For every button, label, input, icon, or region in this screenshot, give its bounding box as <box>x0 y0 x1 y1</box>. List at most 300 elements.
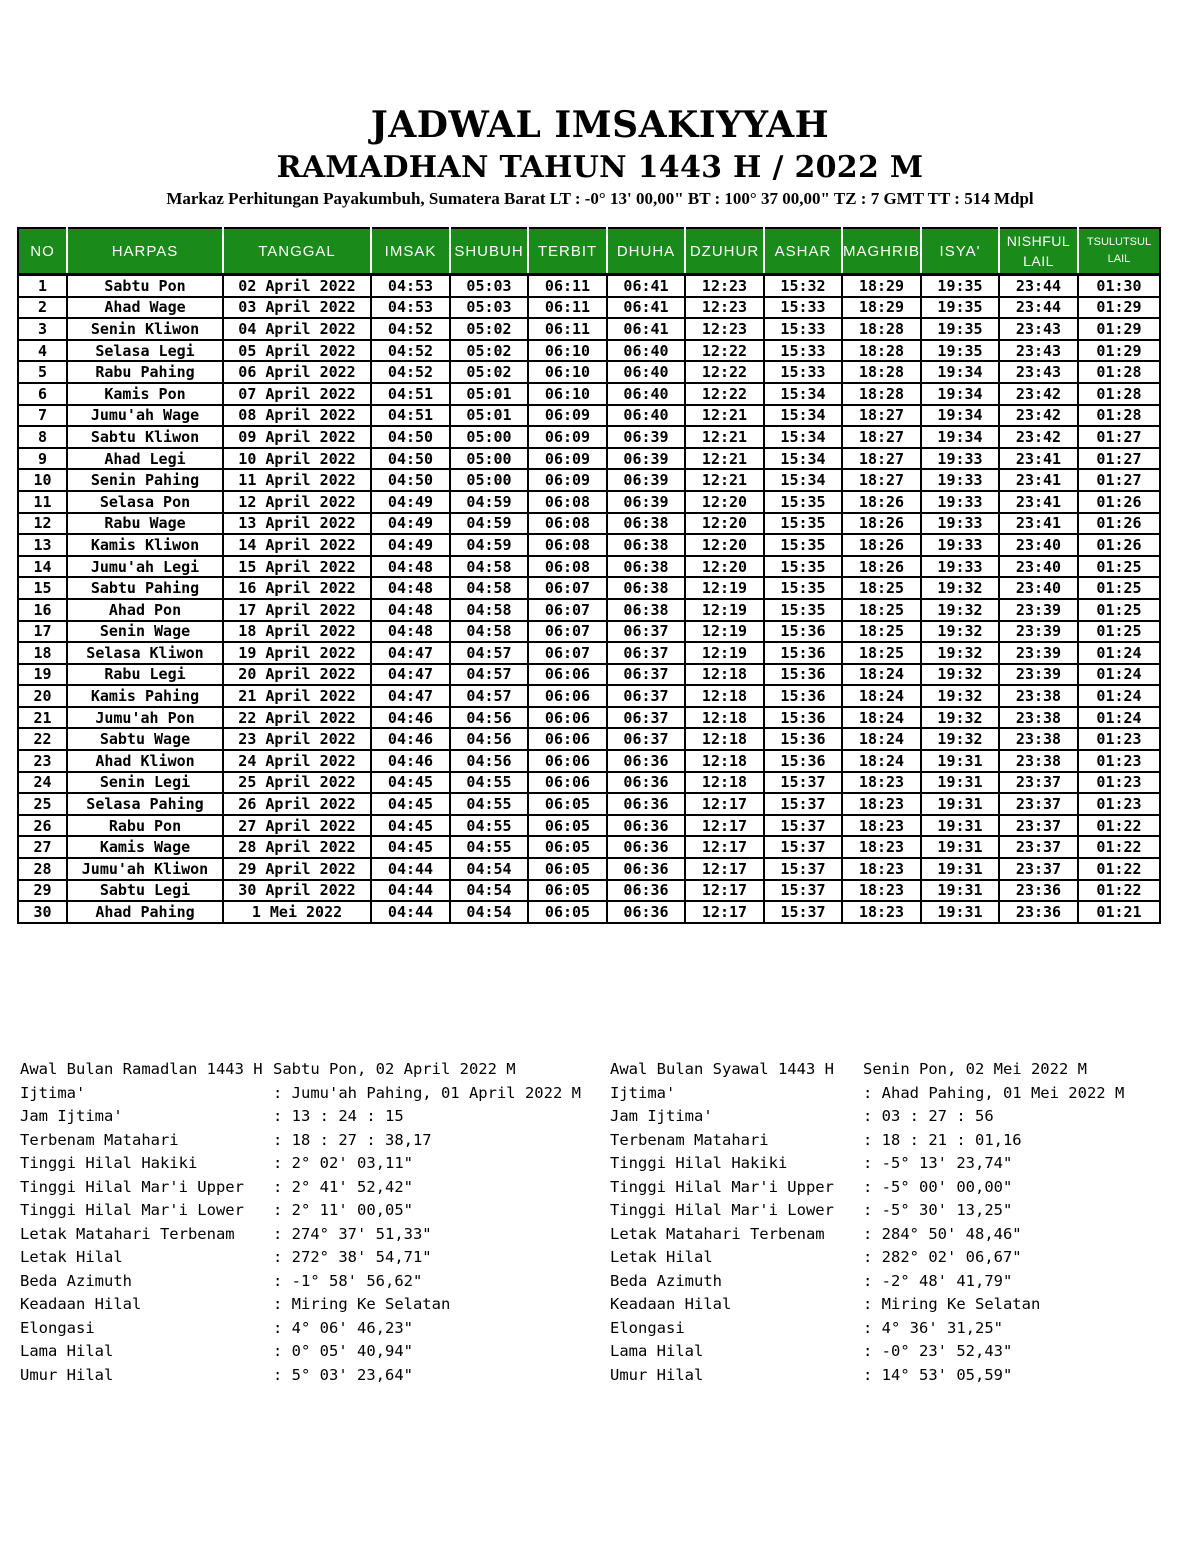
cell-isya: 19:31 <box>921 793 999 815</box>
cell-nishful-lail: 23:41 <box>999 491 1078 513</box>
cell-harpas: Sabtu Pahing <box>67 577 223 599</box>
cell-imsak: 04:50 <box>371 448 450 470</box>
info-label: Letak Hilal <box>610 1248 713 1266</box>
cell-tsulutsul-lail: 01:24 <box>1078 642 1160 664</box>
cell-dhuha: 06:37 <box>607 642 685 664</box>
cell-isya: 19:31 <box>921 836 999 858</box>
cell-tsulutsul-lail: 01:25 <box>1078 621 1160 643</box>
info-row <box>20 1317 610 1341</box>
info-row <box>20 1105 610 1129</box>
info-row <box>610 1152 1170 1176</box>
cell-tanggal: 21 April 2022 <box>223 685 371 707</box>
cell-isya: 19:31 <box>921 858 999 880</box>
cell-harpas: Selasa Pon <box>67 491 223 513</box>
cell-tsulutsul-lail: 01:29 <box>1078 297 1160 319</box>
cell-dzuhur: 12:18 <box>685 707 764 729</box>
info-label: Letak Matahari Terbenam <box>20 1224 235 1243</box>
cell-no: 24 <box>18 772 67 794</box>
cell-ashar: 15:33 <box>764 318 842 340</box>
table-row <box>18 577 1160 599</box>
cell-tsulutsul-lail: 01:22 <box>1078 880 1160 902</box>
info-label: Lama Hilal <box>20 1342 114 1360</box>
cell-dzuhur: 12:21 <box>685 469 764 491</box>
cell-tsulutsul-lail: 01:28 <box>1078 383 1160 405</box>
cell-nishful-lail: 23:36 <box>999 901 1078 923</box>
cell-terbit: 06:09 <box>528 405 607 427</box>
info-value: : Jumu'ah Pahing, 01 April 2022 M <box>273 1083 581 1102</box>
cell-dzuhur: 12:20 <box>685 534 764 556</box>
cell-imsak: 04:49 <box>371 513 450 535</box>
cell-imsak: 04:48 <box>371 621 450 643</box>
cell-shubuh: 05:03 <box>450 297 528 319</box>
cell-maghrib: 18:25 <box>842 599 921 621</box>
cell-maghrib: 18:23 <box>842 880 921 902</box>
info-value: : -0° 23' 52,43" <box>863 1342 1013 1360</box>
cell-imsak: 04:52 <box>371 340 450 362</box>
cell-terbit: 06:08 <box>528 534 607 556</box>
cell-no: 11 <box>18 491 67 513</box>
table-row <box>18 880 1160 902</box>
table-row <box>18 599 1160 621</box>
cell-dzuhur: 12:18 <box>685 728 764 750</box>
cell-shubuh: 05:00 <box>450 448 528 470</box>
cell-dzuhur: 12:23 <box>685 318 764 340</box>
cell-no: 29 <box>18 880 67 902</box>
cell-dzuhur: 12:19 <box>685 642 764 664</box>
cell-nishful-lail: 23:43 <box>999 361 1078 383</box>
cell-dhuha: 06:37 <box>607 664 685 686</box>
info-label: Jam Ijtima' <box>20 1107 123 1125</box>
cell-shubuh: 05:00 <box>450 469 528 491</box>
info-row <box>20 1129 610 1153</box>
cell-isya: 19:32 <box>921 621 999 643</box>
cell-maghrib: 18:24 <box>842 664 921 686</box>
cell-no: 4 <box>18 340 67 362</box>
cell-imsak: 04:45 <box>371 793 450 815</box>
cell-ashar: 15:36 <box>764 707 842 729</box>
cell-isya: 19:35 <box>921 275 999 297</box>
cell-shubuh: 04:57 <box>450 685 528 707</box>
cell-tsulutsul-lail: 01:29 <box>1078 340 1160 362</box>
cell-isya: 19:32 <box>921 599 999 621</box>
cell-tsulutsul-lail: 01:23 <box>1078 772 1160 794</box>
cell-terbit: 06:06 <box>528 728 607 750</box>
cell-tsulutsul-lail: 01:26 <box>1078 534 1160 556</box>
table-row <box>18 361 1160 383</box>
cell-tsulutsul-lail: 01:23 <box>1078 750 1160 772</box>
cell-shubuh: 04:58 <box>450 556 528 578</box>
info-label: Tinggi Hilal Mar'i Lower <box>610 1201 834 1219</box>
info-label: Lama Hilal <box>610 1342 704 1360</box>
cell-dzuhur: 12:20 <box>685 513 764 535</box>
cell-terbit: 06:07 <box>528 599 607 621</box>
info-label: Terbenam Matahari <box>20 1130 179 1149</box>
info-row <box>20 1082 610 1106</box>
cell-terbit: 06:09 <box>528 448 607 470</box>
cell-imsak: 04:46 <box>371 750 450 772</box>
cell-dzuhur: 12:17 <box>685 793 764 815</box>
cell-isya: 19:31 <box>921 880 999 902</box>
info-row <box>20 1340 610 1364</box>
cell-maghrib: 18:28 <box>842 318 921 340</box>
table-row <box>18 275 1160 297</box>
info-label: Letak Hilal <box>20 1248 123 1266</box>
col-header-ashar: ASHAR <box>764 228 842 275</box>
cell-harpas: Jumu'ah Kliwon <box>67 858 223 880</box>
cell-nishful-lail: 23:42 <box>999 405 1078 427</box>
cell-dhuha: 06:41 <box>607 275 685 297</box>
cell-maghrib: 18:26 <box>842 556 921 578</box>
info-value: : 2° 02' 03,11" <box>273 1154 413 1172</box>
cell-isya: 19:31 <box>921 750 999 772</box>
cell-tanggal: 18 April 2022 <box>223 621 371 643</box>
cell-maghrib: 18:24 <box>842 707 921 729</box>
cell-terbit: 06:05 <box>528 793 607 815</box>
table-row <box>18 750 1160 772</box>
info-row <box>610 1129 1170 1153</box>
cell-harpas: Ahad Legi <box>67 448 223 470</box>
cell-tanggal: 07 April 2022 <box>223 383 371 405</box>
cell-isya: 19:31 <box>921 815 999 837</box>
cell-harpas: Sabtu Wage <box>67 728 223 750</box>
cell-dzuhur: 12:20 <box>685 556 764 578</box>
cell-isya: 19:31 <box>921 772 999 794</box>
cell-terbit: 06:10 <box>528 340 607 362</box>
cell-maghrib: 18:26 <box>842 513 921 535</box>
info-value: : 272° 38' 54,71" <box>273 1248 432 1266</box>
info-label: Jam Ijtima' <box>610 1107 713 1125</box>
cell-imsak: 04:50 <box>371 426 450 448</box>
cell-harpas: Ahad Pahing <box>67 901 223 923</box>
cell-terbit: 06:05 <box>528 880 607 902</box>
info-row <box>610 1317 1170 1341</box>
info-value: : 5° 03' 23,64" <box>273 1365 413 1384</box>
cell-maghrib: 18:23 <box>842 836 921 858</box>
cell-maghrib: 18:25 <box>842 577 921 599</box>
cell-no: 6 <box>18 383 67 405</box>
cell-no: 14 <box>18 556 67 578</box>
info-row <box>20 1223 610 1247</box>
cell-tanggal: 13 April 2022 <box>223 513 371 535</box>
cell-ashar: 15:37 <box>764 815 842 837</box>
cell-dhuha: 06:36 <box>607 815 685 837</box>
cell-imsak: 04:51 <box>371 383 450 405</box>
col-header-tsulutsul-lail: TSULUTSUL LAIL <box>1078 228 1160 275</box>
cell-terbit: 06:05 <box>528 815 607 837</box>
cell-nishful-lail: 23:43 <box>999 318 1078 340</box>
info-label: Ijtima' <box>20 1083 86 1102</box>
table-row <box>18 513 1160 535</box>
cell-isya: 19:34 <box>921 405 999 427</box>
ramadlan-hisab-info <box>20 1058 610 1387</box>
info-value: : 284° 50' 48,46" <box>863 1224 1022 1243</box>
cell-tanggal: 09 April 2022 <box>223 426 371 448</box>
cell-tsulutsul-lail: 01:27 <box>1078 426 1160 448</box>
cell-dzuhur: 12:23 <box>685 297 764 319</box>
page-title: JADWAL IMSAKIYYAH <box>370 104 830 146</box>
table-row <box>18 426 1160 448</box>
cell-terbit: 06:11 <box>528 297 607 319</box>
table-row <box>18 858 1160 880</box>
cell-dhuha: 06:36 <box>607 750 685 772</box>
table-row <box>18 297 1160 319</box>
cell-dzuhur: 12:18 <box>685 664 764 686</box>
cell-dhuha: 06:40 <box>607 361 685 383</box>
cell-tsulutsul-lail: 01:22 <box>1078 836 1160 858</box>
table-row <box>18 664 1160 686</box>
cell-terbit: 06:07 <box>528 621 607 643</box>
cell-tsulutsul-lail: 01:26 <box>1078 513 1160 535</box>
table-row <box>18 556 1160 578</box>
cell-shubuh: 04:58 <box>450 621 528 643</box>
info-row <box>20 1364 610 1388</box>
cell-harpas: Rabu Wage <box>67 513 223 535</box>
cell-tsulutsul-lail: 01:24 <box>1078 664 1160 686</box>
cell-dhuha: 06:36 <box>607 880 685 902</box>
cell-nishful-lail: 23:41 <box>999 448 1078 470</box>
cell-tsulutsul-lail: 01:22 <box>1078 815 1160 837</box>
cell-no: 27 <box>18 836 67 858</box>
cell-imsak: 04:48 <box>371 599 450 621</box>
cell-shubuh: 04:59 <box>450 534 528 556</box>
cell-imsak: 04:49 <box>371 491 450 513</box>
cell-isya: 19:34 <box>921 361 999 383</box>
col-header-dzuhur: DZUHUR <box>685 228 764 275</box>
cell-dhuha: 06:36 <box>607 858 685 880</box>
cell-dzuhur: 12:17 <box>685 901 764 923</box>
cell-imsak: 04:53 <box>371 275 450 297</box>
cell-ashar: 15:37 <box>764 901 842 923</box>
table-row <box>18 685 1160 707</box>
cell-terbit: 06:05 <box>528 836 607 858</box>
cell-no: 1 <box>18 275 67 297</box>
table-row <box>18 405 1160 427</box>
cell-ashar: 15:32 <box>764 275 842 297</box>
col-header-terbit: TERBIT <box>528 228 607 275</box>
col-header-maghrib: MAGHRIB <box>842 228 921 275</box>
table-row <box>18 534 1160 556</box>
cell-harpas: Rabu Pon <box>67 815 223 837</box>
cell-shubuh: 04:54 <box>450 880 528 902</box>
cell-tanggal: 30 April 2022 <box>223 880 371 902</box>
cell-harpas: Rabu Legi <box>67 664 223 686</box>
cell-tsulutsul-lail: 01:27 <box>1078 469 1160 491</box>
info-value: : 03 : 27 : 56 <box>863 1107 994 1125</box>
table-row <box>18 621 1160 643</box>
info-label: Letak Matahari Terbenam <box>610 1224 825 1243</box>
cell-dzuhur: 12:20 <box>685 491 764 513</box>
cell-tanggal: 28 April 2022 <box>223 836 371 858</box>
cell-nishful-lail: 23:40 <box>999 534 1078 556</box>
cell-dhuha: 06:40 <box>607 405 685 427</box>
cell-harpas: Selasa Pahing <box>67 793 223 815</box>
cell-dzuhur: 12:21 <box>685 405 764 427</box>
info-value: : Miring Ke Selatan <box>863 1295 1041 1313</box>
cell-nishful-lail: 23:37 <box>999 815 1078 837</box>
cell-nishful-lail: 23:39 <box>999 621 1078 643</box>
cell-ashar: 15:34 <box>764 448 842 470</box>
cell-maghrib: 18:28 <box>842 340 921 362</box>
cell-tsulutsul-lail: 01:26 <box>1078 491 1160 513</box>
cell-imsak: 04:47 <box>371 642 450 664</box>
cell-no: 17 <box>18 621 67 643</box>
cell-maghrib: 18:29 <box>842 275 921 297</box>
info-row <box>20 1199 610 1223</box>
cell-shubuh: 04:55 <box>450 836 528 858</box>
cell-maghrib: 18:26 <box>842 534 921 556</box>
cell-dzuhur: 12:17 <box>685 858 764 880</box>
cell-maghrib: 18:25 <box>842 621 921 643</box>
cell-no: 28 <box>18 858 67 880</box>
cell-dhuha: 06:36 <box>607 772 685 794</box>
cell-imsak: 04:46 <box>371 728 450 750</box>
col-header-tanggal: TANGGAL <box>223 228 371 275</box>
cell-nishful-lail: 23:37 <box>999 836 1078 858</box>
cell-isya: 19:32 <box>921 577 999 599</box>
info-value: : 282° 02' 06,67" <box>863 1248 1022 1266</box>
info-row <box>20 1176 610 1200</box>
cell-tsulutsul-lail: 01:25 <box>1078 599 1160 621</box>
cell-terbit: 06:11 <box>528 275 607 297</box>
info-label: Keadaan Hilal <box>610 1295 732 1313</box>
table-row <box>18 815 1160 837</box>
info-row <box>610 1364 1170 1388</box>
cell-tanggal: 23 April 2022 <box>223 728 371 750</box>
cell-tanggal: 24 April 2022 <box>223 750 371 772</box>
col-header-dhuha: DHUHA <box>607 228 685 275</box>
info-row <box>610 1199 1170 1223</box>
cell-no: 9 <box>18 448 67 470</box>
cell-dhuha: 06:36 <box>607 836 685 858</box>
cell-maghrib: 18:28 <box>842 383 921 405</box>
cell-ashar: 15:33 <box>764 361 842 383</box>
cell-maghrib: 18:23 <box>842 815 921 837</box>
cell-terbit: 06:07 <box>528 642 607 664</box>
cell-ashar: 15:33 <box>764 340 842 362</box>
col-header-no: NO <box>18 228 67 275</box>
cell-terbit: 06:08 <box>528 556 607 578</box>
cell-isya: 19:32 <box>921 664 999 686</box>
syawal-hisab-info <box>610 1058 1170 1387</box>
cell-nishful-lail: 23:44 <box>999 297 1078 319</box>
col-header-nishful-lail: NISHFUL LAIL <box>999 228 1078 275</box>
cell-no: 20 <box>18 685 67 707</box>
cell-terbit: 06:08 <box>528 513 607 535</box>
cell-dzuhur: 12:19 <box>685 621 764 643</box>
cell-no: 10 <box>18 469 67 491</box>
cell-tsulutsul-lail: 01:21 <box>1078 901 1160 923</box>
cell-terbit: 06:06 <box>528 685 607 707</box>
table-row <box>18 318 1160 340</box>
cell-dhuha: 06:39 <box>607 448 685 470</box>
cell-nishful-lail: 23:42 <box>999 426 1078 448</box>
cell-dhuha: 06:41 <box>607 297 685 319</box>
info-label: Tinggi Hilal Mar'i Upper <box>20 1177 244 1196</box>
cell-dzuhur: 12:19 <box>685 577 764 599</box>
cell-maghrib: 18:28 <box>842 361 921 383</box>
cell-dhuha: 06:37 <box>607 707 685 729</box>
cell-harpas: Jumu'ah Wage <box>67 405 223 427</box>
cell-maghrib: 18:24 <box>842 685 921 707</box>
cell-dhuha: 06:40 <box>607 383 685 405</box>
cell-dzuhur: 12:18 <box>685 772 764 794</box>
info-value: : 14° 53' 05,59" <box>863 1365 1013 1384</box>
info-label: Elongasi <box>20 1318 95 1337</box>
cell-tsulutsul-lail: 01:27 <box>1078 448 1160 470</box>
cell-no: 23 <box>18 750 67 772</box>
cell-nishful-lail: 23:39 <box>999 642 1078 664</box>
cell-ashar: 15:37 <box>764 836 842 858</box>
cell-tsulutsul-lail: 01:24 <box>1078 685 1160 707</box>
cell-isya: 19:32 <box>921 642 999 664</box>
cell-ashar: 15:33 <box>764 297 842 319</box>
info-value: : -5° 13' 23,74" <box>863 1154 1013 1172</box>
col-header-imsak: IMSAK <box>371 228 450 275</box>
info-value: : 2° 11' 00,05" <box>273 1201 413 1219</box>
cell-ashar: 15:34 <box>764 426 842 448</box>
cell-nishful-lail: 23:41 <box>999 513 1078 535</box>
cell-isya: 19:34 <box>921 426 999 448</box>
cell-nishful-lail: 23:38 <box>999 728 1078 750</box>
info-row <box>20 1152 610 1176</box>
info-row <box>610 1340 1170 1364</box>
cell-no: 3 <box>18 318 67 340</box>
table-row <box>18 383 1160 405</box>
info-value: : Miring Ke Selatan <box>273 1295 451 1313</box>
cell-shubuh: 04:57 <box>450 664 528 686</box>
cell-imsak: 04:47 <box>371 664 450 686</box>
cell-imsak: 04:44 <box>371 880 450 902</box>
cell-isya: 19:32 <box>921 707 999 729</box>
cell-maghrib: 18:24 <box>842 728 921 750</box>
table-row <box>18 469 1160 491</box>
info-value: : -5° 00' 00,00" <box>863 1177 1013 1196</box>
info-row <box>610 1082 1170 1106</box>
cell-harpas: Senin Pahing <box>67 469 223 491</box>
cell-dzuhur: 12:22 <box>685 383 764 405</box>
table-row <box>18 772 1160 794</box>
cell-dzuhur: 12:17 <box>685 836 764 858</box>
cell-tanggal: 14 April 2022 <box>223 534 371 556</box>
cell-shubuh: 04:55 <box>450 772 528 794</box>
info-value: : 0° 05' 40,94" <box>273 1342 413 1360</box>
cell-no: 30 <box>18 901 67 923</box>
cell-terbit: 06:11 <box>528 318 607 340</box>
cell-ashar: 15:36 <box>764 642 842 664</box>
cell-dzuhur: 12:18 <box>685 685 764 707</box>
cell-ashar: 15:35 <box>764 599 842 621</box>
cell-shubuh: 05:02 <box>450 340 528 362</box>
cell-terbit: 06:10 <box>528 361 607 383</box>
cell-no: 15 <box>18 577 67 599</box>
cell-dzuhur: 12:21 <box>685 426 764 448</box>
cell-maghrib: 18:23 <box>842 772 921 794</box>
cell-tanggal: 29 April 2022 <box>223 858 371 880</box>
cell-nishful-lail: 23:37 <box>999 772 1078 794</box>
cell-tanggal: 12 April 2022 <box>223 491 371 513</box>
cell-imsak: 04:49 <box>371 534 450 556</box>
cell-isya: 19:33 <box>921 513 999 535</box>
cell-tanggal: 20 April 2022 <box>223 664 371 686</box>
cell-ashar: 15:35 <box>764 534 842 556</box>
cell-ashar: 15:34 <box>764 405 842 427</box>
cell-tanggal: 06 April 2022 <box>223 361 371 383</box>
cell-no: 22 <box>18 728 67 750</box>
cell-imsak: 04:51 <box>371 405 450 427</box>
cell-tanggal: 11 April 2022 <box>223 469 371 491</box>
cell-shubuh: 04:56 <box>450 707 528 729</box>
cell-shubuh: 04:59 <box>450 513 528 535</box>
